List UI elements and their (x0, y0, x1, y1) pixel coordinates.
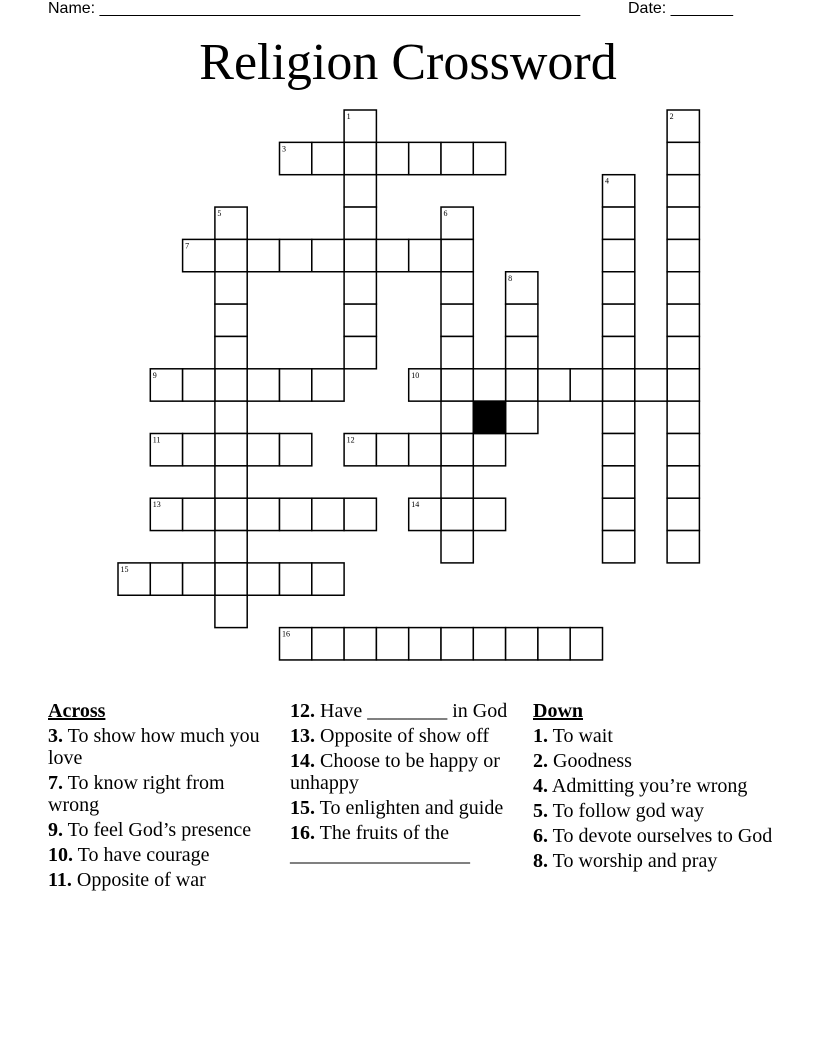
name-field[interactable]: Name: ______________________________________________________ (48, 0, 581, 17)
grid-cell[interactable] (603, 466, 635, 498)
grid-cell[interactable] (667, 369, 699, 401)
grid-cell[interactable] (312, 369, 344, 401)
clue-number-label: 16. (290, 822, 315, 844)
clue-text: To show how much you love (48, 725, 260, 769)
across-clue (290, 700, 520, 722)
grid-cell[interactable] (215, 369, 247, 401)
grid-cell[interactable] (280, 563, 312, 595)
clue-text: To devote ourselves to God (552, 825, 773, 847)
grid-cell[interactable] (473, 142, 505, 174)
grid-cell[interactable] (376, 239, 408, 271)
down-clue (533, 775, 783, 797)
clue-text: To worship and pray (552, 850, 718, 872)
clue-number-label: 12. (290, 700, 315, 722)
grid-cell[interactable] (215, 563, 247, 595)
clue-text: Opposite of show off (320, 725, 490, 747)
clue-number: 13 (152, 500, 161, 510)
grid-cell[interactable] (603, 369, 635, 401)
clue-text: To feel God’s presence (67, 819, 252, 841)
grid-cell[interactable] (344, 142, 376, 174)
grid-cell[interactable] (667, 336, 699, 368)
grid-cell[interactable] (506, 628, 538, 660)
grid-cell[interactable] (667, 498, 699, 530)
grid-cell[interactable] (312, 628, 344, 660)
grid-cell[interactable] (344, 207, 376, 239)
grid-cell[interactable] (441, 628, 473, 660)
clue-text: To know right from wrong (48, 772, 225, 816)
grid-cell[interactable] (409, 142, 441, 174)
clue-number-label: 5. (533, 800, 548, 822)
down-clues (533, 700, 783, 875)
grid-cell[interactable] (280, 498, 312, 530)
down-clue (533, 800, 783, 822)
grid-cell[interactable] (473, 498, 505, 530)
grid-cell[interactable] (506, 401, 538, 433)
grid-cell[interactable] (376, 434, 408, 466)
grid-cell[interactable] (441, 304, 473, 336)
grid-cell[interactable] (667, 466, 699, 498)
grid-cell[interactable] (312, 142, 344, 174)
grid-cell[interactable] (215, 272, 247, 304)
grid-cell[interactable] (280, 369, 312, 401)
grid-cell[interactable] (570, 628, 602, 660)
grid-cell[interactable] (538, 628, 570, 660)
grid-cell[interactable] (441, 434, 473, 466)
grid-cell[interactable] (183, 498, 215, 530)
clue-number: 10 (411, 370, 420, 380)
grid-cell[interactable] (506, 304, 538, 336)
grid-cell[interactable] (215, 401, 247, 433)
grid-cell[interactable] (280, 239, 312, 271)
grid-cell[interactable] (183, 369, 215, 401)
grid-cell[interactable] (312, 563, 344, 595)
clue-text: Choose to be happy or unhappy (290, 750, 500, 794)
grid-cell[interactable] (441, 142, 473, 174)
grid-cell[interactable] (441, 531, 473, 563)
grid-cell[interactable] (344, 304, 376, 336)
grid-cell[interactable] (667, 434, 699, 466)
across-clue (290, 822, 520, 866)
grid-cell[interactable] (215, 595, 247, 627)
grid-cell[interactable] (247, 498, 279, 530)
grid-cell[interactable] (344, 175, 376, 207)
across-clue (48, 725, 278, 769)
grid-cell[interactable] (215, 498, 247, 530)
down-list (533, 725, 783, 872)
clue-number: 7 (185, 241, 190, 251)
grid-cell[interactable] (312, 239, 344, 271)
across-clue (48, 869, 278, 891)
clue-text: To wait (552, 725, 613, 747)
grid-cell[interactable] (603, 272, 635, 304)
clue-number: 6 (443, 209, 448, 219)
grid-cell[interactable] (215, 531, 247, 563)
across-clue (290, 797, 520, 819)
clue-number-label: 8. (533, 850, 548, 872)
grid-cell[interactable] (441, 336, 473, 368)
clue-number-label: 13. (290, 725, 315, 747)
grid-cell[interactable] (570, 369, 602, 401)
grid-cell[interactable] (667, 304, 699, 336)
grid-cell[interactable] (667, 239, 699, 271)
clue-text: To follow god way (552, 800, 704, 822)
clue-number-label: 7. (48, 772, 63, 794)
grid-cell[interactable] (603, 434, 635, 466)
grid-cell[interactable] (441, 466, 473, 498)
clue-number: 9 (152, 370, 157, 380)
grid-cell[interactable] (409, 434, 441, 466)
grid-cell[interactable] (603, 304, 635, 336)
across-clues (48, 700, 278, 894)
grid-cell[interactable] (667, 142, 699, 174)
grid-cell[interactable] (441, 369, 473, 401)
clue-number-label: 14. (290, 750, 315, 772)
down-clue (533, 725, 783, 747)
clue-number: 3 (282, 144, 286, 154)
grid-cell[interactable] (667, 175, 699, 207)
across-clue (48, 844, 278, 866)
grid-cell[interactable] (667, 272, 699, 304)
clue-text: To enlighten and guide (319, 797, 504, 819)
clue-number: 12 (346, 435, 355, 445)
across-heading: Across (48, 700, 106, 722)
grid-cell[interactable] (183, 434, 215, 466)
clue-text: Admitting you’re wrong (551, 775, 748, 797)
across-list-1 (48, 725, 278, 891)
grid-cell[interactable] (603, 498, 635, 530)
clue-number: 1 (346, 112, 351, 121)
grid-cell[interactable] (667, 531, 699, 563)
across-clue (48, 819, 278, 841)
grid-cell[interactable] (344, 336, 376, 368)
clue-text: The fruits of the __________________ (290, 822, 470, 866)
grid-cell[interactable] (312, 498, 344, 530)
clue-number: 4 (605, 176, 609, 186)
grid-cell[interactable] (344, 272, 376, 304)
clue-number: 8 (508, 273, 513, 283)
date-field[interactable]: Date: _______ (628, 0, 733, 17)
down-clue (533, 750, 783, 772)
grid-cell[interactable] (247, 563, 279, 595)
grid-cell[interactable] (473, 628, 505, 660)
grid-cell[interactable] (441, 272, 473, 304)
clue-number-label: 9. (48, 819, 63, 841)
grid-cell[interactable] (667, 207, 699, 239)
grid-cell[interactable] (603, 239, 635, 271)
grid-cell[interactable] (215, 466, 247, 498)
page-title: Religion Crossword (199, 34, 617, 91)
clue-number: 11 (152, 435, 161, 445)
down-clue (533, 825, 783, 847)
grid-cell[interactable] (667, 401, 699, 433)
grid-cell[interactable] (409, 628, 441, 660)
grid-cell[interactable] (538, 369, 570, 401)
clue-number-label: 15. (290, 797, 315, 819)
grid-cell[interactable] (441, 498, 473, 530)
clue-number: 5 (217, 209, 222, 219)
grid-cell[interactable] (344, 239, 376, 271)
clue-text: To have courage (77, 844, 210, 866)
grid-cell[interactable] (344, 498, 376, 530)
clue-text: Goodness (553, 750, 632, 772)
across-clues-continued (290, 700, 520, 869)
clue-number-label: 4. (533, 775, 548, 797)
across-list-2 (290, 700, 520, 866)
clue-number: 2 (669, 112, 674, 121)
grid-cell[interactable] (280, 434, 312, 466)
grid-cell[interactable] (441, 239, 473, 271)
grid-cell[interactable] (247, 434, 279, 466)
grid-cell[interactable] (344, 628, 376, 660)
grid-cell[interactable] (473, 434, 505, 466)
clue-number-label: 6. (533, 825, 548, 847)
across-clue (48, 772, 278, 816)
grid-cell[interactable] (247, 239, 279, 271)
clue-number-label: 10. (48, 844, 73, 866)
grid-cell[interactable] (215, 304, 247, 336)
grid-cell[interactable] (247, 369, 279, 401)
clue-number-label: 3. (48, 725, 63, 747)
grid-cell[interactable] (506, 369, 538, 401)
grid-cell[interactable] (150, 563, 182, 595)
grid-cell[interactable] (376, 628, 408, 660)
grid-cell[interactable] (603, 207, 635, 239)
down-heading: Down (533, 700, 584, 722)
down-clue (533, 850, 783, 872)
clue-text: Opposite of war (76, 869, 206, 891)
grid-cell[interactable] (603, 336, 635, 368)
grid-cell[interactable] (215, 336, 247, 368)
clue-number-label: 1. (533, 725, 548, 747)
grid-cell[interactable] (183, 563, 215, 595)
clue-text: Have ________ in God (320, 700, 508, 722)
grid-cell[interactable] (441, 401, 473, 433)
clue-number: 14 (411, 500, 420, 510)
across-clue (290, 750, 520, 794)
blocked-cell (473, 401, 505, 433)
grid-cell[interactable] (603, 401, 635, 433)
grid-cell[interactable] (215, 434, 247, 466)
across-clue (290, 725, 520, 747)
grid-cell[interactable] (635, 369, 667, 401)
clue-number: 15 (120, 564, 129, 574)
grid-cell[interactable] (473, 369, 505, 401)
grid-cell[interactable] (506, 336, 538, 368)
clue-number: 16 (282, 629, 290, 639)
grid-cell[interactable] (376, 142, 408, 174)
clue-number-label: 11. (48, 869, 72, 891)
grid-cell[interactable] (409, 239, 441, 271)
grid-cell[interactable] (215, 239, 247, 271)
grid-cell[interactable] (603, 531, 635, 563)
clue-number-label: 2. (533, 750, 548, 772)
